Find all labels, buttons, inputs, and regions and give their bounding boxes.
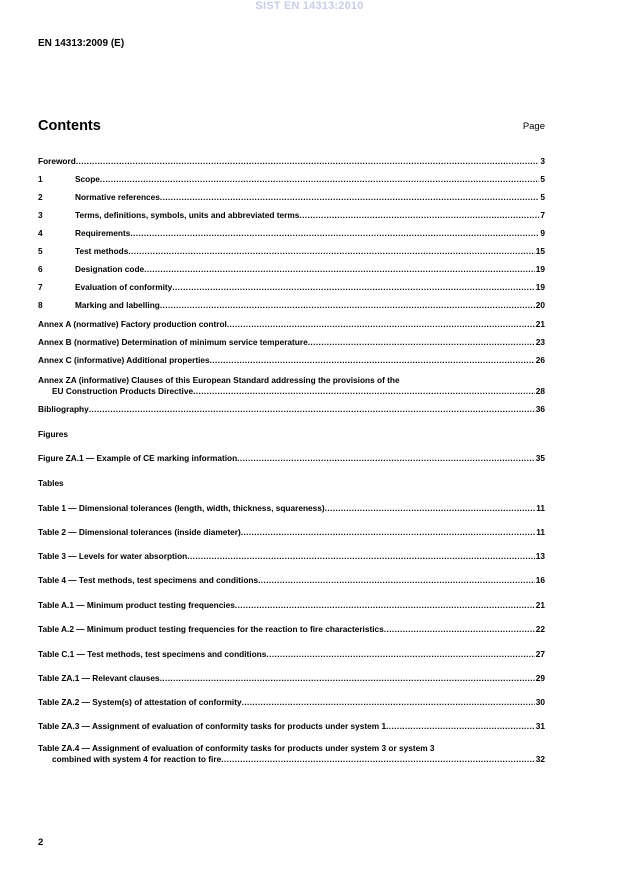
toc-entry-number: 1 [38, 174, 43, 184]
figure-entry-text: Figure ZA.1 — Example of CE marking information [38, 453, 238, 463]
contents-title: Contents [38, 118, 101, 134]
toc-entry-annex-b[interactable] [38, 337, 545, 348]
table-entry-page: 30 [535, 697, 545, 707]
leader-dots [187, 551, 535, 562]
toc-entry-text: Marking and labelling [75, 300, 160, 310]
table-entry[interactable] [38, 503, 545, 514]
leader-dots [144, 264, 535, 275]
table-entry[interactable] [38, 721, 545, 732]
toc-entry-number: 2 [38, 192, 43, 202]
toc-entry-text: Normative references [75, 192, 160, 202]
table-entry-page: 31 [535, 721, 545, 731]
toc-entry-page: 3 [540, 156, 545, 166]
table-entry[interactable] [38, 575, 545, 586]
page-column-label: Page [522, 121, 545, 132]
table-entry-text: Table 4 — Test methods, test specimens and conditions [38, 575, 259, 585]
table-entry-text: Table 3 — Levels for water absorption [38, 551, 188, 561]
table-entry-page: 32 [535, 754, 545, 764]
toc-entry-page: 9 [540, 228, 545, 238]
table-entry[interactable] [38, 527, 545, 538]
toc-entry-page: 21 [535, 319, 545, 329]
toc-entry-page: 23 [535, 337, 545, 347]
tables-heading: Tables [38, 478, 64, 488]
leader-dots [193, 386, 535, 397]
leader-dots [210, 355, 535, 366]
toc-entry-page: 36 [535, 404, 545, 414]
figure-entry[interactable] [38, 453, 545, 464]
leader-dots [89, 404, 535, 415]
toc-entry-text: Scope [75, 174, 100, 184]
toc-entry-terms[interactable] [38, 210, 545, 221]
toc-entry-text: Annex A (normative) Factory production control [38, 319, 227, 329]
table-entry-text: Table ZA.4 — Assignment of evaluation of conformity tasks for products under system 3 or system 3 [38, 743, 435, 753]
toc-entry-number: 5 [38, 246, 43, 256]
toc-entry-page: 19 [535, 282, 545, 292]
toc-entry-page: 5 [540, 174, 545, 184]
table-entry[interactable] [38, 743, 545, 765]
toc-entry-designation-code[interactable] [38, 264, 545, 275]
toc-entry-text: Foreword [38, 156, 76, 166]
toc-entry-page: 28 [535, 386, 545, 396]
toc-entry-number: 4 [38, 228, 43, 238]
toc-entry-bibliography[interactable] [38, 404, 545, 415]
leader-dots [172, 282, 535, 293]
table-entry[interactable] [38, 697, 545, 708]
table-entry[interactable] [38, 673, 545, 684]
leader-dots [76, 156, 540, 167]
toc-entry-text: Bibliography [38, 404, 89, 414]
table-entry[interactable] [38, 624, 545, 635]
table-entry-text: Table ZA.1 — Relevant clauses [38, 673, 160, 683]
table-entry-text: Table 1 — Dimensional tolerances (length, width, thickness, squareness) [38, 503, 325, 513]
leader-dots [160, 300, 535, 311]
leader-dots [299, 210, 539, 221]
toc-entry-annex-c[interactable] [38, 355, 545, 366]
table-entry[interactable] [38, 600, 545, 611]
toc-entry-text: Requirements [75, 228, 131, 238]
toc-entry-annex-za[interactable] [38, 375, 545, 397]
leader-dots [221, 754, 535, 765]
toc-entry-text: Test methods [75, 246, 129, 256]
leader-dots [130, 228, 539, 239]
toc-entry-page: 20 [535, 300, 545, 310]
toc-entry-requirements[interactable] [38, 228, 545, 239]
leader-dots [242, 697, 535, 708]
toc-entry-text: Annex ZA (informative) Clauses of this European Standard addressing the provisions of the [38, 375, 400, 385]
leader-dots [384, 624, 535, 635]
toc-entry-foreword[interactable] [38, 156, 545, 167]
leader-dots [308, 337, 535, 348]
toc-entry-number: 7 [38, 282, 43, 292]
leader-dots [241, 527, 536, 538]
leader-dots [235, 600, 535, 611]
leader-dots [325, 503, 536, 514]
leader-dots [160, 673, 535, 684]
document-id: EN 14313:2009 (E) [38, 38, 125, 49]
table-entry-text: Table A.2 — Minimum product testing frequencies for the reaction to fire characteristics [38, 624, 384, 634]
table-entry-page: 27 [535, 649, 545, 659]
leader-dots [237, 453, 535, 464]
table-entry-text-continued: combined with system 4 for reaction to fire [52, 754, 222, 764]
leader-dots [386, 721, 535, 732]
toc-entry-number: 3 [38, 210, 43, 220]
toc-entry-evaluation-of-conformity[interactable] [38, 282, 545, 293]
toc-entry-number: 8 [38, 300, 43, 310]
toc-entry-normative-references[interactable] [38, 192, 545, 203]
toc-entry-text: Designation code [75, 264, 145, 274]
table-entry-page: 11 [536, 503, 545, 513]
toc-entry-number: 6 [38, 264, 43, 274]
table-entry-text: Table 2 — Dimensional tolerances (inside diameter) [38, 527, 241, 537]
toc-entry-page: 19 [535, 264, 545, 274]
toc-entry-annex-a[interactable] [38, 319, 545, 330]
table-entry-text: Table A.1 — Minimum product testing frequencies [38, 600, 235, 610]
toc-entry-text: Annex C (informative) Additional properties [38, 355, 210, 365]
leader-dots [227, 319, 535, 330]
watermark: SIST EN 14313:2010 [255, 0, 364, 12]
table-entry-page: 21 [535, 600, 545, 610]
table-entry-page: 13 [535, 551, 545, 561]
table-entry-text: Table ZA.3 — Assignment of evaluation of conformity tasks for products under system 1 [38, 721, 387, 731]
toc-entry-page: 5 [540, 192, 545, 202]
leader-dots [258, 575, 535, 586]
toc-entry-page: 15 [535, 246, 545, 256]
table-entry-page: 16 [535, 575, 545, 585]
table-entry-text: Table C.1 — Test methods, test specimens and conditions [38, 649, 267, 659]
leader-dots [128, 246, 534, 257]
toc-entry-scope[interactable] [38, 174, 545, 185]
table-entry[interactable] [38, 649, 545, 660]
toc-entry-text: Annex B (normative) Determination of minimum service temperature [38, 337, 308, 347]
toc-entry-page: 26 [535, 355, 545, 365]
figure-entry-page: 35 [535, 453, 545, 463]
toc-entry-marking-and-labelling[interactable] [38, 300, 545, 311]
leader-dots [266, 649, 534, 660]
table-entry-page: 22 [535, 624, 545, 634]
toc-entry-text: Evaluation of conformity [75, 282, 173, 292]
toc-entry-page: 7 [540, 210, 545, 220]
toc-entry-text-continued: EU Construction Products Directive [52, 386, 194, 396]
page-number: 2 [38, 837, 44, 848]
table-entry-page: 29 [535, 673, 545, 683]
toc-entry-test-methods[interactable] [38, 246, 545, 257]
table-entry[interactable] [38, 551, 545, 562]
toc-entry-text: Terms, definitions, symbols, units and abbreviated terms [75, 210, 300, 220]
table-entry-page: 11 [536, 527, 545, 537]
leader-dots [100, 174, 539, 185]
leader-dots [160, 192, 540, 203]
table-entry-text: Table ZA.2 — System(s) of attestation of conformity [38, 697, 242, 707]
figures-heading: Figures [38, 429, 68, 439]
